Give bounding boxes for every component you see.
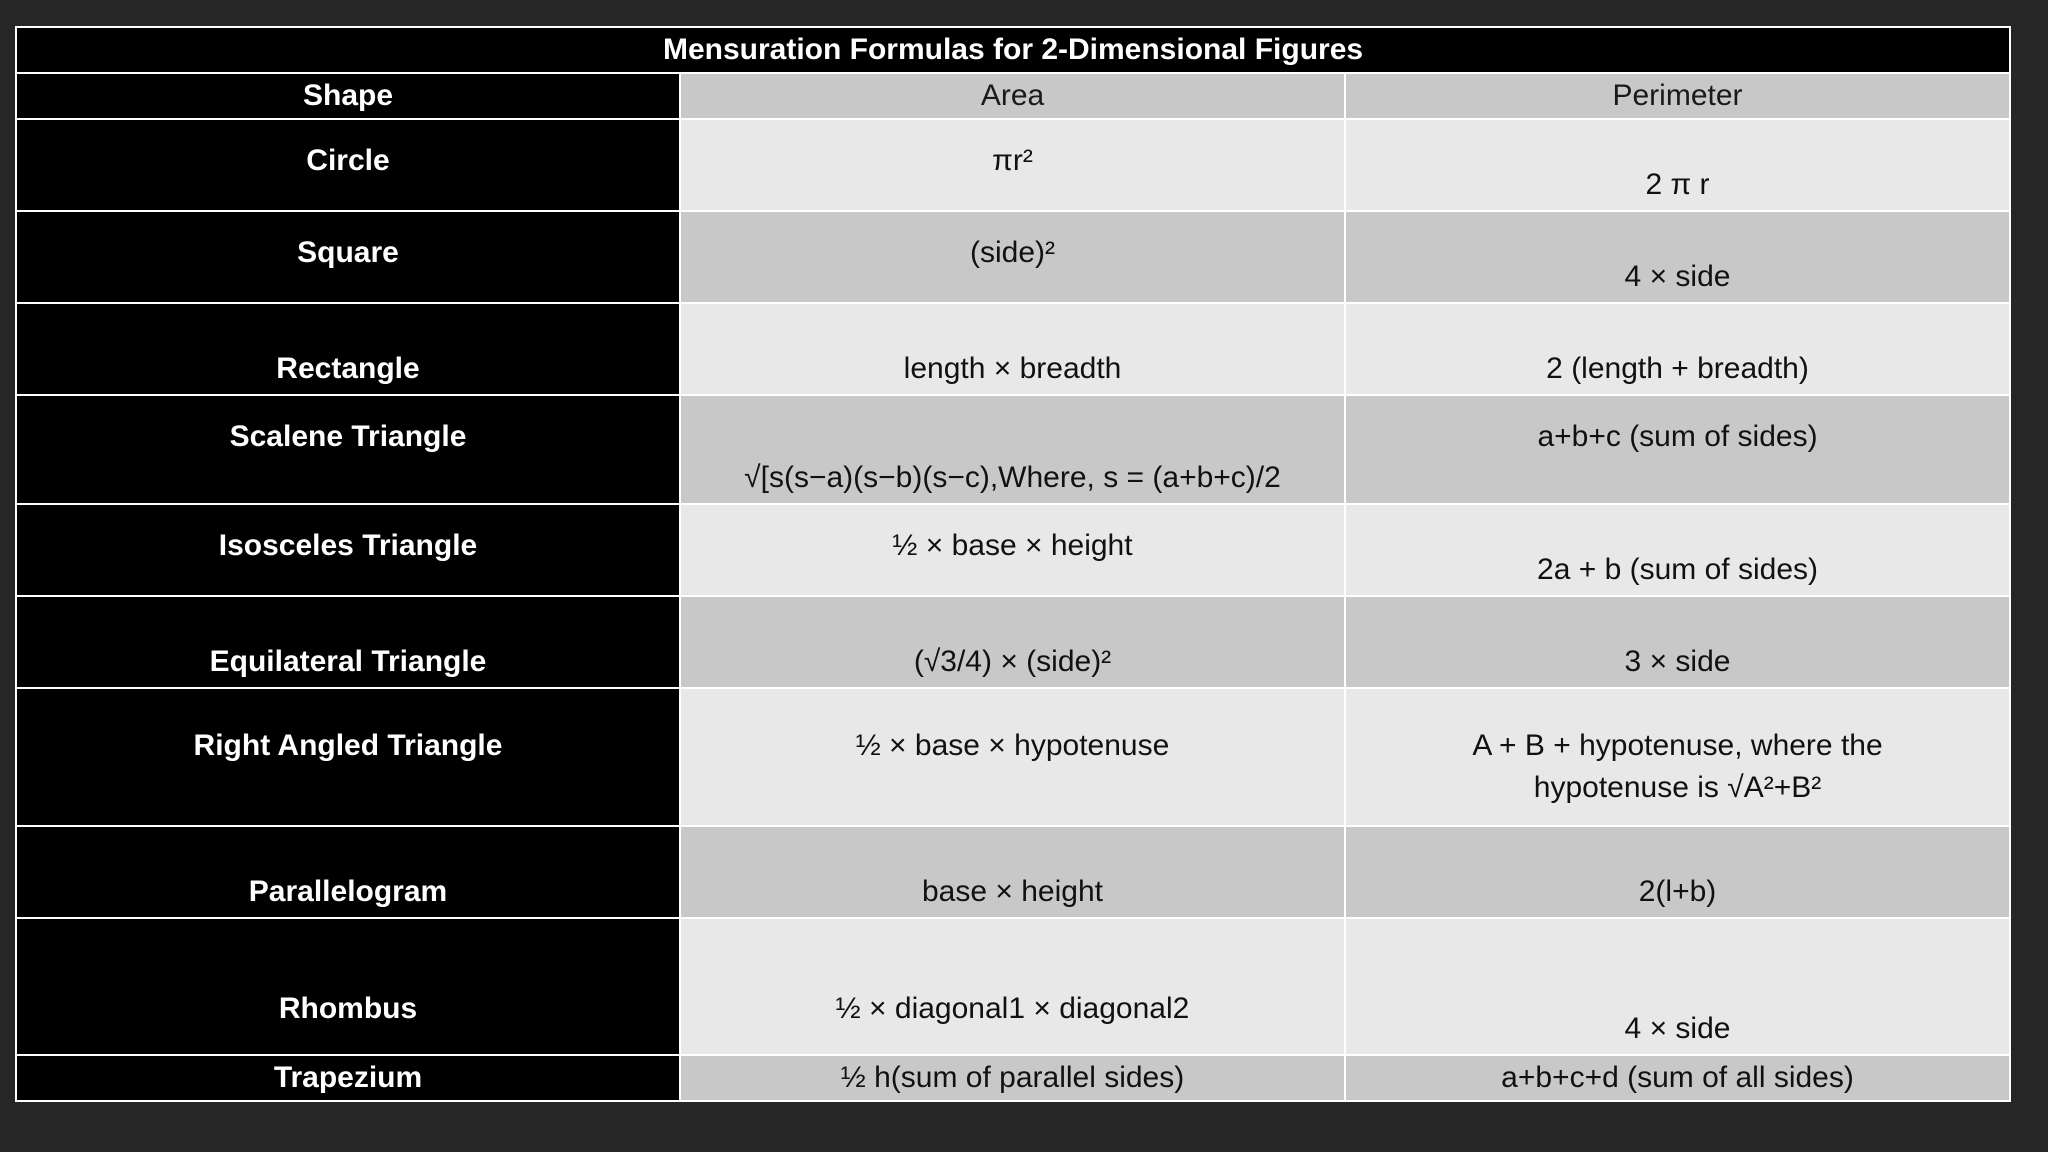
shape-cell: Rhombus <box>16 918 680 1055</box>
perimeter-cell: 4 × side <box>1345 211 2010 303</box>
area-cell: base × height <box>680 826 1345 918</box>
table-row-parallelogram <box>16 826 2010 918</box>
perimeter-cell <box>1345 688 2010 826</box>
area-cell: (side)² <box>680 211 1345 303</box>
table-row-scalene-triangle <box>16 395 2010 504</box>
shape-cell: Isosceles Triangle <box>16 504 680 596</box>
shape-cell: Circle <box>16 119 680 211</box>
perimeter-cell: 4 × side <box>1345 918 2010 1055</box>
shape-cell: Parallelogram <box>16 826 680 918</box>
area-cell: πr² <box>680 119 1345 211</box>
shape-cell: Scalene Triangle <box>16 395 680 504</box>
table-row-equilateral-triangle <box>16 596 2010 688</box>
area-cell: √[s(s−a)(s−b)(s−c),Where, s = (a+b+c)/2 <box>680 395 1345 504</box>
table-row-square <box>16 211 2010 303</box>
table-row-rhombus <box>16 918 2010 1055</box>
perimeter-cell: a+b+c+d (sum of all sides) <box>1345 1055 2010 1101</box>
table-row-circle <box>16 119 2010 211</box>
area-cell: ½ × base × hypotenuse <box>680 688 1345 826</box>
perimeter-cell: 2a + b (sum of sides) <box>1345 504 2010 596</box>
shape-column-header: Shape <box>16 73 680 119</box>
shape-cell: Square <box>16 211 680 303</box>
area-cell: length × breadth <box>680 303 1345 395</box>
perimeter-cell: a+b+c (sum of sides) <box>1345 395 2010 504</box>
area-cell: (√3/4) × (side)² <box>680 596 1345 688</box>
table-row-rectangle <box>16 303 2010 395</box>
perimeter-cell: 2 π r <box>1345 119 2010 211</box>
area-cell: ½ × base × height <box>680 504 1345 596</box>
perimeter-line-1: A + B + hypotenuse, where the <box>1472 729 1883 762</box>
title-row <box>16 27 2010 73</box>
perimeter-cell: 3 × side <box>1345 596 2010 688</box>
shape-cell: Trapezium <box>16 1055 680 1101</box>
shape-cell: Equilateral Triangle <box>16 596 680 688</box>
shape-cell: Right Angled Triangle <box>16 688 680 826</box>
area-cell: ½ × diagonal1 × diagonal2 <box>680 918 1345 1055</box>
table-row-right-angled-triangle <box>16 688 2010 826</box>
header-row <box>16 73 2010 119</box>
table-row-isosceles-triangle <box>16 504 2010 596</box>
area-column-header: Area <box>680 73 1345 119</box>
perimeter-cell: 2(l+b) <box>1345 826 2010 918</box>
perimeter-cell: 2 (length + breadth) <box>1345 303 2010 395</box>
perimeter-line-2: hypotenuse is √A²+B² <box>1533 771 1822 804</box>
table-row-trapezium <box>16 1055 2010 1101</box>
table-title: Mensuration Formulas for 2-Dimensional Figures <box>16 27 2010 73</box>
area-cell: ½ h(sum of parallel sides) <box>680 1055 1345 1101</box>
shape-cell: Rectangle <box>16 303 680 395</box>
mensuration-formula-table <box>15 26 2011 1102</box>
perimeter-column-header: Perimeter <box>1345 73 2010 119</box>
